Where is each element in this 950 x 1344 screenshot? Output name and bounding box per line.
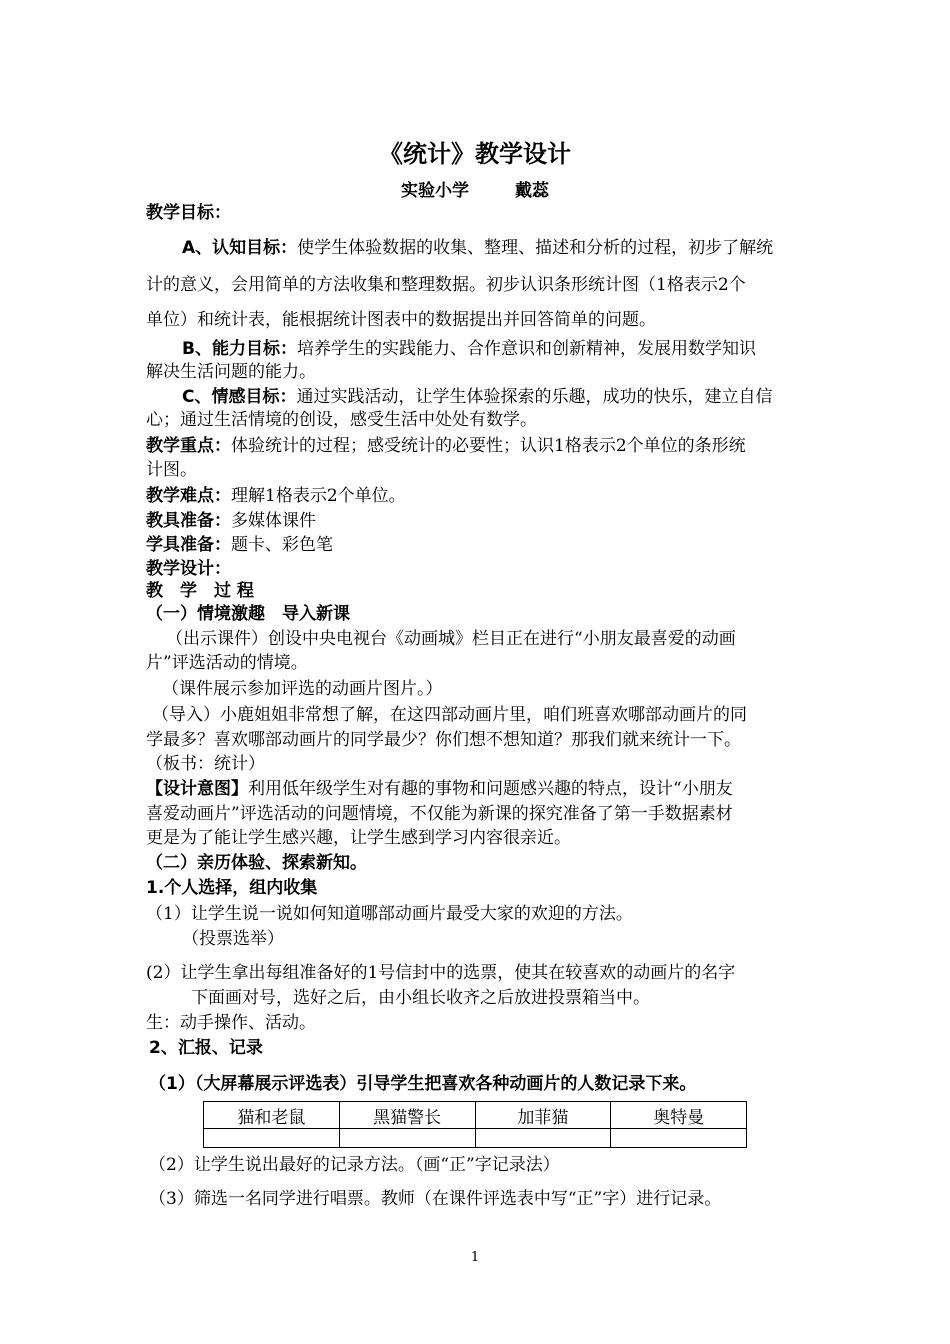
design-intent-line3: 更是为了能让学生感兴趣，让学生感到学习内容很亲近。	[146, 828, 571, 848]
objective-a-line3: 单位）和统计表，能根据统计图表中的数据提出并回答简单的问题。	[146, 310, 656, 330]
section1-p3-line1: （导入）小鹿姐姐非常想了解，在这四部动画片里，咱们班喜欢哪部动画片的同	[152, 705, 747, 725]
vote-table	[203, 1101, 747, 1148]
page-number: 1	[470, 1250, 480, 1265]
teacher-prep-label: 教具准备：	[146, 511, 231, 531]
objective-c-text: 通过实践活动，让学生体验探索的乐趣，成功的快乐，建立自信	[296, 387, 773, 407]
school-name: 实验小学	[401, 181, 469, 201]
step1-item1-answer: （投票选举）	[182, 929, 284, 949]
vote-table-empty-row	[204, 1129, 747, 1148]
objectives-heading: 教学目标：	[146, 203, 231, 223]
objective-a-label: A、认知目标：	[182, 238, 298, 258]
step1-item1: （1）让学生说一说如何知道哪部动画片最受大家的欢迎的方法。	[146, 904, 633, 924]
difficulty-line	[146, 485, 406, 507]
step2-item3: （3）筛选一名同学进行唱票。教师（在课件评选表中写“正”字）进行记录。	[149, 1189, 722, 1209]
vote-table-header-row	[204, 1102, 747, 1129]
objective-b-text: 培养学生的实践能力、合作意识和创新精神，发展用数学知识	[296, 339, 756, 359]
step2-item1: （1）（大屏幕展示评选表）引导学生把喜欢各种动画片的人数记录下来。	[149, 1074, 697, 1094]
design-intent-line1	[146, 778, 733, 800]
design-intent-text: 利用低年级学生对有趣的事物和问题感兴趣的特点，设计“小朋友	[248, 779, 733, 799]
section1-p3-line2: 学最多？喜欢哪部动画片的同学最少？你们想不想知道？那我们就来统计一下。	[146, 730, 741, 750]
student-prep-line	[146, 534, 333, 556]
step1-item2-line2: 下面画对号，选好之后，由小组长收齐之后放进投票箱当中。	[191, 988, 650, 1008]
step1-item2-line1: (2）让学生拿出每组准备好的1号信封中的选票，使其在较喜欢的动画片的名字	[146, 963, 736, 983]
author-name: 戴蕊	[515, 181, 549, 201]
step2-item2: （2）让学生说出最好的记录方法。（画“正”字记录法）	[149, 1155, 560, 1175]
section1-heading: （一）情境激趣 导入新课	[146, 604, 350, 624]
vote-table-header: 加菲猫	[475, 1102, 611, 1129]
section1-p4: （板书：统计）	[146, 754, 265, 774]
vote-table-header: 猫和老鼠	[204, 1102, 340, 1129]
vote-table-cell	[204, 1129, 340, 1148]
objective-b-line1	[182, 338, 756, 360]
student-prep-text: 题卡、彩色笔	[231, 535, 333, 555]
objective-a-line1	[182, 237, 773, 259]
vote-table-cell	[475, 1129, 611, 1148]
vote-table-header: 黑猫警长	[339, 1102, 475, 1129]
difficulty-label: 教学难点：	[146, 486, 231, 506]
objective-c-label: C、情感目标：	[182, 387, 297, 407]
objective-b-label: B、能力目标：	[182, 339, 297, 359]
objective-b-line2: 解决生活问题的能力。	[146, 362, 316, 382]
process-heading: 教 学 过 程	[146, 581, 254, 601]
step1-heading: 1.个人选择，组内收集	[146, 878, 318, 898]
design-intent-line2: 喜爱动画片”评选活动的问题情境，不仅能为新课的探究准备了第一手数据素材	[146, 804, 733, 824]
step1-item3: 生：动手操作、活动。	[146, 1013, 316, 1033]
teacher-prep-text: 多媒体课件	[231, 511, 316, 531]
section1-p2: （课件展示参加评选的动画片图片。）	[162, 679, 443, 699]
vote-table-cell	[339, 1129, 475, 1148]
focus-line1	[146, 435, 746, 457]
objective-c-line2: 心；通过生活情境的创设，感受生活中处处有数学。	[146, 410, 537, 430]
objective-a-line2: 计的意义，会用简单的方法收集和整理数据。初步认识条形统计图（1格表示2个	[146, 275, 746, 295]
objective-a-text: 使学生体验数据的收集、整理、描述和分析的过程，初步了解统	[297, 238, 774, 258]
design-intent-label: 【设计意图】	[146, 779, 248, 799]
vote-table-cell	[611, 1129, 747, 1148]
focus-label: 教学重点：	[146, 436, 231, 456]
section1-p1-line1: （出示课件）创设中央电视台《动画城》栏目正在进行“小朋友最喜爱的动画	[166, 629, 736, 649]
focus-line2: 计图。	[146, 460, 197, 480]
author-line	[0, 176, 950, 201]
teacher-prep-line	[146, 510, 316, 532]
student-prep-label: 学具准备：	[146, 535, 231, 555]
section1-p1-line2: 片”评选活动的情境。	[146, 653, 308, 673]
focus-text: 体验统计的过程；感受统计的必要性；认识1格表示2个单位的条形统	[231, 436, 746, 456]
difficulty-text: 理解1格表示2个单位。	[231, 486, 406, 506]
objective-c-line1	[182, 386, 772, 408]
step2-heading: 2、汇报、记录	[149, 1038, 263, 1058]
section2-heading: （二）亲历体验、探索新知。	[146, 853, 367, 873]
document-title: 《统计》教学设计	[379, 140, 571, 168]
design-heading: 教学设计：	[146, 559, 231, 579]
vote-table-header: 奥特曼	[611, 1102, 747, 1129]
